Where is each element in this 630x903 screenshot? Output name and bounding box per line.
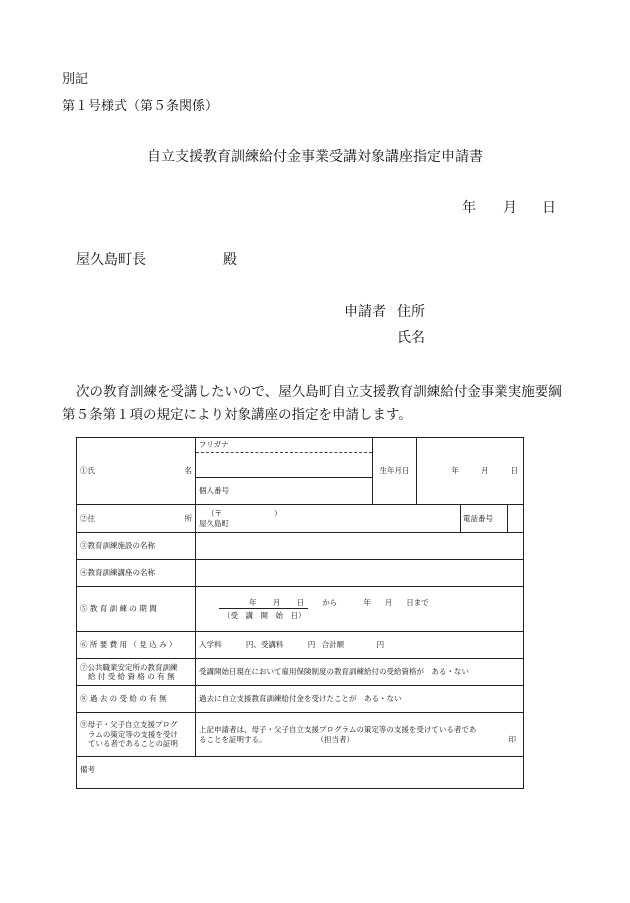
eligibility-label-2: 給 付 受 給 資 格 の 有 無 xyxy=(88,672,175,681)
paragraph-line-2: 第５条第１項の規定により対象講座の指定を申請します。 xyxy=(62,407,412,423)
name-label-cell xyxy=(77,438,196,505)
request-paragraph xyxy=(62,381,562,427)
program-field[interactable] xyxy=(196,713,524,757)
personal-number-cell[interactable] xyxy=(196,478,373,505)
period-start-day: 日 xyxy=(296,598,305,608)
cost-label: ⑥ 所 要 費 用 （ 見 込 み ） xyxy=(77,632,196,659)
facility-field[interactable] xyxy=(196,533,524,560)
applicant-name-label: 氏名 xyxy=(397,330,425,346)
course-field[interactable] xyxy=(196,560,524,587)
past-label: ⑧ 過 去 の 受 給 の 有 無 xyxy=(77,686,196,713)
addressee-name: 屋久島町長 xyxy=(76,252,146,268)
date-month: 月 xyxy=(503,200,517,216)
furigana-label: フリガナ xyxy=(199,440,229,450)
town-name: 屋久島町 xyxy=(199,518,229,528)
phone-field[interactable] xyxy=(508,505,523,532)
program-officer: （担当者） xyxy=(316,734,354,744)
dob-month: 月 xyxy=(481,466,489,476)
name-label-a: ①氏 xyxy=(80,466,95,476)
postal-open: （〒 xyxy=(207,509,222,519)
paragraph-line-1: 次の教育訓練を受講したいので、屋久島町自立支援教育訓練給付金事業実施要綱 xyxy=(76,384,562,400)
period-start xyxy=(219,598,308,608)
form-number: 第１号様式（第５条関係） xyxy=(62,99,219,114)
address-label-a: ②住 xyxy=(80,513,95,523)
period-from: から xyxy=(322,598,338,608)
address-label-cell xyxy=(77,505,196,533)
eligibility-label-1: ⑦公共職業安定所の教育訓練 xyxy=(80,662,178,672)
personal-number-label: 個人番号 xyxy=(199,486,229,496)
cost-yen-2: 円 xyxy=(307,640,316,650)
document-title: 自立支援教育訓練給付金事業受講対象講座指定申請書 xyxy=(147,149,483,165)
program-label-1: ⑨母子・父子自立支援プログ xyxy=(80,720,178,730)
period-start-month: 月 xyxy=(272,598,281,608)
period-start-year: 年 xyxy=(249,598,257,608)
appendix-label: 別記 xyxy=(62,72,89,87)
course-label: ④教育訓練講座の名称 xyxy=(77,560,196,587)
program-text-1: 上記申請者は、母子・父子自立支援プログラムの策定等の支援を受けている者であ xyxy=(199,725,477,735)
remarks-cell[interactable] xyxy=(77,757,524,789)
eligibility-field[interactable]: 受講開始日現在において雇用保険制度の教育訓練給付の受給資格が ある・ない xyxy=(196,659,524,686)
cost-yen-1: 円、受講料 xyxy=(245,640,284,650)
cost-total: 合計額 xyxy=(321,640,345,650)
program-text-2: ることを証明する。 xyxy=(199,734,267,744)
eligibility-label xyxy=(77,659,196,686)
date-day: 日 xyxy=(542,200,556,216)
period-sub: （受 講 開 始 日） xyxy=(223,610,306,620)
furigana-cell[interactable] xyxy=(196,438,373,453)
address-label-b: 所 xyxy=(184,513,192,523)
dob-value-cell[interactable] xyxy=(417,438,524,505)
date-year: 年 xyxy=(462,200,476,216)
name-label-b: 名 xyxy=(184,466,192,476)
applicant-label: 申請者 xyxy=(344,304,386,320)
applicant-address-label: 住所 xyxy=(397,304,425,320)
program-label-3: ている者であることの証明 xyxy=(88,739,178,749)
past-field[interactable]: 過去に自立支援教育訓練給付金を受けたことが ある・ない xyxy=(196,686,524,713)
application-form-table xyxy=(76,437,524,789)
dob-label: 生年月日 xyxy=(379,466,410,476)
cost-field[interactable] xyxy=(196,632,524,659)
period-end-month: 月 xyxy=(384,598,393,608)
program-label-2: ラムの策定等の支援を受け xyxy=(88,729,178,739)
cost-yen-3: 円 xyxy=(376,640,385,650)
period-field[interactable] xyxy=(196,587,524,632)
name-field[interactable] xyxy=(196,453,373,478)
phone-label: 電話番号 xyxy=(461,505,508,532)
period-end-year: 年 xyxy=(363,598,371,608)
remarks-label: 備考 xyxy=(80,765,95,774)
dob-label-cell xyxy=(373,438,417,505)
dob-day: 日 xyxy=(510,466,518,476)
program-seal: 印 xyxy=(508,734,516,744)
program-label xyxy=(77,713,196,757)
period-end-day: 日まで xyxy=(406,598,429,608)
cost-admission: 入学料 xyxy=(199,640,222,650)
period-label: ⑤ 教 育 訓 練 の 期 間 xyxy=(77,587,196,632)
dob-year: 年 xyxy=(451,466,459,476)
postal-close: ） xyxy=(274,509,282,519)
facility-label: ③教育訓練施設の名称 xyxy=(77,533,196,560)
address-field[interactable] xyxy=(196,505,461,533)
addressee-honorific: 殿 xyxy=(223,252,237,268)
phone-cell xyxy=(461,505,524,533)
